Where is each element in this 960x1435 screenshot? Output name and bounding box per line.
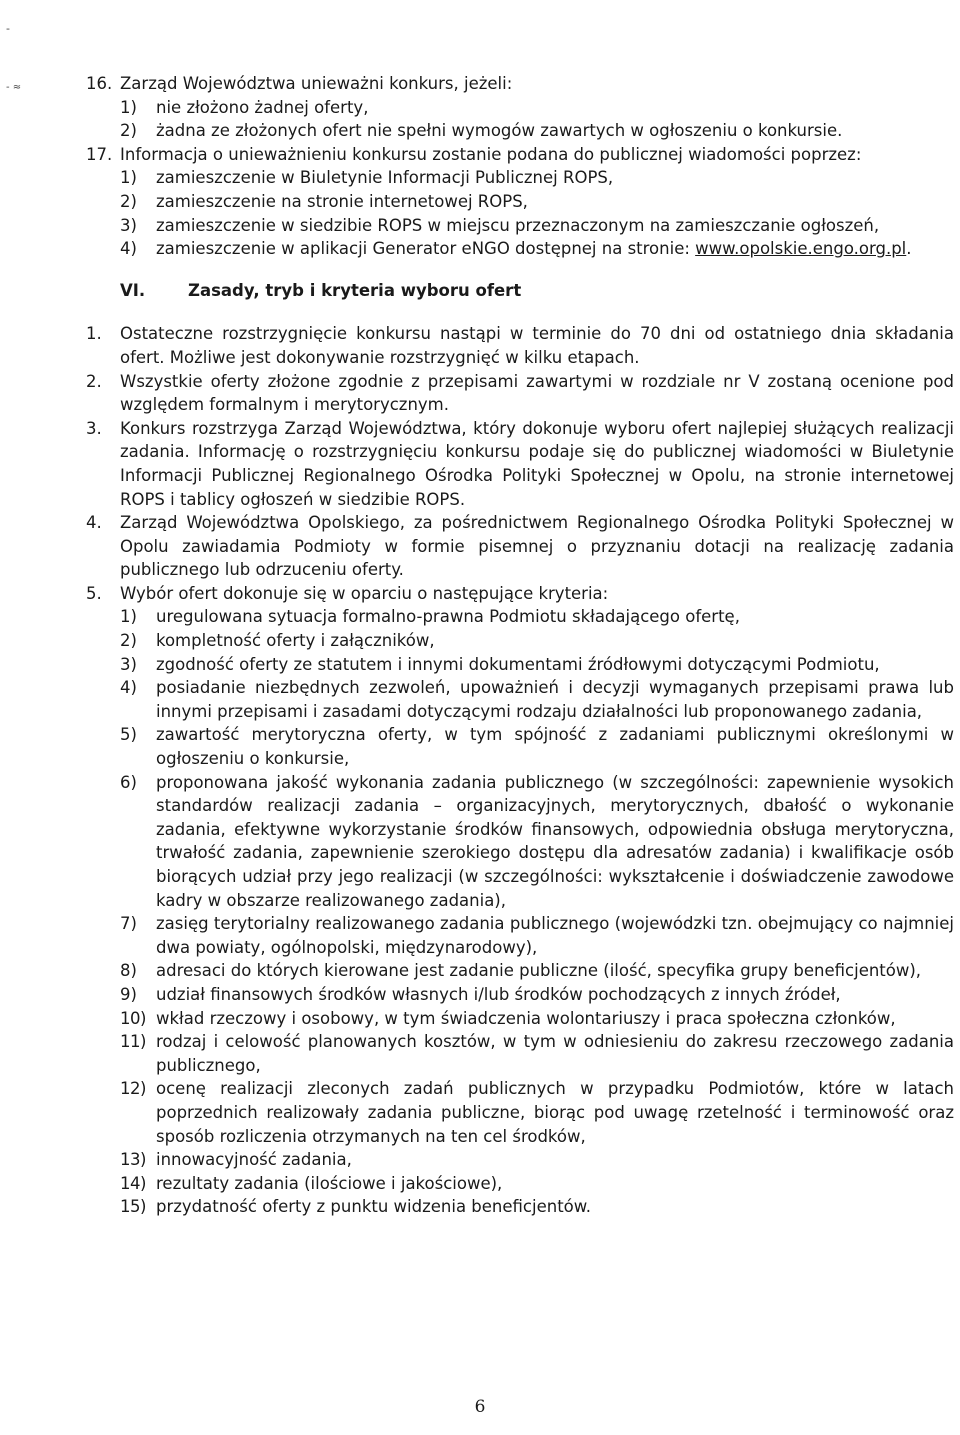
criteria-number: 9) [120,984,137,1004]
criteria-text: przydatność oferty z punktu widzenia beneficjentów. [156,1197,591,1217]
list-item [86,511,954,582]
item-text: Konkurs rozstrzyga Zarząd Województwa, który dokonuje wyboru ofert najlepiej służących realizacji zadania. Informację o rozstrzygnięciu konkursu podaje się do publicznej wiadomości w Biuletynie Informacji Publicznej Regionalnego Ośrodka Polityki Społecznej w Opolu, na stronie internetowej ROPS i tablicy ogłoszeń w siedzibie ROPS. [120,418,954,509]
sub-item-text: zamieszczenie na stronie internetowej ROPS, [156,191,528,211]
sub-item [86,166,954,190]
trailing-period: . [906,239,912,259]
criteria-text: zasięg terytorialny realizowanego zadania publicznego (wojewódzki tzn. obejmujący co najmniej dwa powiaty, ogólnopolski, międzynarodowy), [156,914,954,957]
criteria-number: 12) [120,1079,146,1099]
item-number: 16. [86,74,113,93]
list-item [86,322,954,369]
criteria-text: proponowana jakość wykonania zadania publicznego (w szczególności: zapewnienie wysokich standardów realizacji zadania – organizacyjnych, merytorycznych, dbałość o wykonanie zadania, efektywne wykorzystanie środków finansowych, odpowiednia obsługa merytoryczna, trwałość zadania, zapewnienie szerokiego dostępu dla adresatów zadania) i kwalifikacje osób biorących udział przy jego realizacji (w szczególności: wykształcenie i doświadczenie zawodowe kadry w obszarze realizowanego zadania), [156,772,954,910]
section-number: VI. [120,280,146,300]
criteria-number: 11) [120,1032,146,1052]
list-item [86,143,954,167]
sub-item [86,237,954,261]
sub-item [86,96,954,120]
sub-item [86,119,954,143]
criteria-number: 6) [120,772,137,792]
criteria-item [86,605,954,629]
sub-item-text: żadna ze złożonych ofert nie spełni wymogów zawartych w ogłoszeniu o konkursie. [156,121,843,141]
criteria-item [86,1148,954,1172]
criteria-number: 7) [120,914,137,934]
criteria-item [86,1077,954,1148]
list-item [86,582,954,606]
item-number: 1. [86,324,102,344]
scan-mark: - ≈ [6,82,22,93]
criteria-text: ocenę realizacji zleconych zadań publicznych w przypadku Podmiotów, które w latach poprzednich realizowały zadania publiczne, biorąc pod uwagę rzetelność i terminowość oraz sposób rozliczenia otrzymanych na ten cel środków, [156,1079,954,1146]
item-text: Ostateczne rozstrzygnięcie konkursu nastąpi w terminie do 70 dni od ostatniego dnia składania ofert. Możliwe jest dokonywanie rozstrzygnięć w kilku etapach. [120,324,954,367]
list-item [86,417,954,511]
page-number: 6 [474,1397,486,1417]
item-text: Wszystkie oferty złożone zgodnie z przepisami zawartymi w rozdziale nr V zostaną ocenione pod względem formalnym i merytorycznym. [120,371,954,415]
scan-mark: - [6,22,10,35]
criteria-text: adresaci do których kierowane jest zadanie publiczne (ilość, specyfika grupy beneficjentów), [156,961,922,981]
list-item [86,370,954,417]
item-text: Zarząd Województwa Opolskiego, za pośrednictwem Regionalnego Ośrodka Polityki Społecznej w Opolu zawiadamia Podmioty w formie pisemnej o przyznaniu dotacji na realizację zadania publicznego lub odrzuceniu oferty. [120,513,954,580]
criteria-text: uregulowana sytuacja formalno-prawna Podmiotu składającego ofertę, [156,607,740,627]
criteria-text: wkład rzeczowy i osobowy, w tym świadczenia wolontariuszy i praca społeczna członków, [156,1008,896,1028]
sub-item-text-main: zamieszczenie w aplikacji Generator eNGO dostępnej na stronie: [156,239,690,259]
sub-item-text [156,237,954,261]
criteria-text: zgodność oferty ze statutem i innymi dokumentami źródłowymi dotyczącymi Podmiotu, [156,654,880,674]
list-item [86,72,954,96]
document-body [86,72,954,1219]
criteria-item [86,723,954,770]
sub-item-number: 2) [120,191,137,211]
criteria-number: 10) [120,1008,146,1028]
sub-item-number: 4) [120,239,137,259]
item-number: 2. [86,371,102,391]
criteria-number: 1) [120,607,137,627]
item-number: 4. [86,513,102,533]
criteria-text: innowacyjność zadania, [156,1150,352,1170]
sub-item-number: 1) [120,168,137,188]
criteria-number: 5) [120,725,137,745]
sub-item [86,214,954,238]
criteria-text: posiadanie niezbędnych zezwoleń, upoważnień i decyzji wymaganych przepisami prawa lub innymi przepisami i zasadami dotyczącymi rodzaju działalności lub proponowanego zadania, [156,678,954,721]
criteria-number: 8) [120,961,137,981]
criteria-item [86,912,954,959]
criteria-item [86,1030,954,1077]
item-text: Wybór ofert dokonuje się w oparciu o następujące kryteria: [120,583,609,603]
criteria-number: 15) [120,1197,146,1217]
criteria-number: 14) [120,1173,146,1193]
section-title: Zasady, tryb i kryteria wyboru ofert [188,280,522,300]
item-text: Zarząd Województwa unieważni konkurs, jeżeli: [120,74,513,93]
criteria-text: rodzaj i celowość planowanych kosztów, w tym w odniesieniu do zakresu rzeczowego zadania publicznego, [156,1032,954,1075]
item-number: 5. [86,583,102,603]
criteria-item [86,1172,954,1196]
sub-item-number: 1) [120,97,137,117]
criteria-text: udział finansowych środków własnych i/lub środków pochodzących z innych źródeł, [156,984,841,1004]
criteria-text: rezultaty zadania (ilościowe i jakościowe), [156,1173,503,1193]
criteria-item [86,771,954,913]
criteria-text: kompletność oferty i załączników, [156,631,435,651]
item-number: 3. [86,418,102,438]
criteria-item [86,653,954,677]
criteria-number: 3) [120,654,137,674]
sub-item-number: 3) [120,215,137,235]
criteria-item [86,629,954,653]
sub-item-text: nie złożono żadnej oferty, [156,97,369,117]
item-text: Informacja o unieważnieniu konkursu zostanie podana do publicznej wiadomości poprzez: [120,144,862,164]
criteria-item [86,676,954,723]
criteria-item [86,1007,954,1031]
criteria-number: 2) [120,631,137,651]
criteria-number: 13) [120,1150,146,1170]
sub-item [86,190,954,214]
criteria-item [86,1195,954,1219]
criteria-item [86,959,954,983]
criteria-number: 4) [120,678,137,698]
criteria-text: zawartość merytoryczna oferty, w tym spójność z zadaniami publicznymi określonymi w ogłoszeniu o konkursie, [156,725,954,769]
item-number: 17. [86,144,113,164]
criteria-item [86,983,954,1007]
engo-website-link[interactable]: www.opolskie.engo.org.pl [695,239,907,259]
sub-item-text: zamieszczenie w siedzibie ROPS w miejscu przeznaczonym na zamieszczanie ogłoszeń, [156,215,880,235]
sub-item-number: 2) [120,121,137,141]
sub-item-text: zamieszczenie w Biuletynie Informacji Publicznej ROPS, [156,168,614,188]
section-heading [86,279,954,303]
